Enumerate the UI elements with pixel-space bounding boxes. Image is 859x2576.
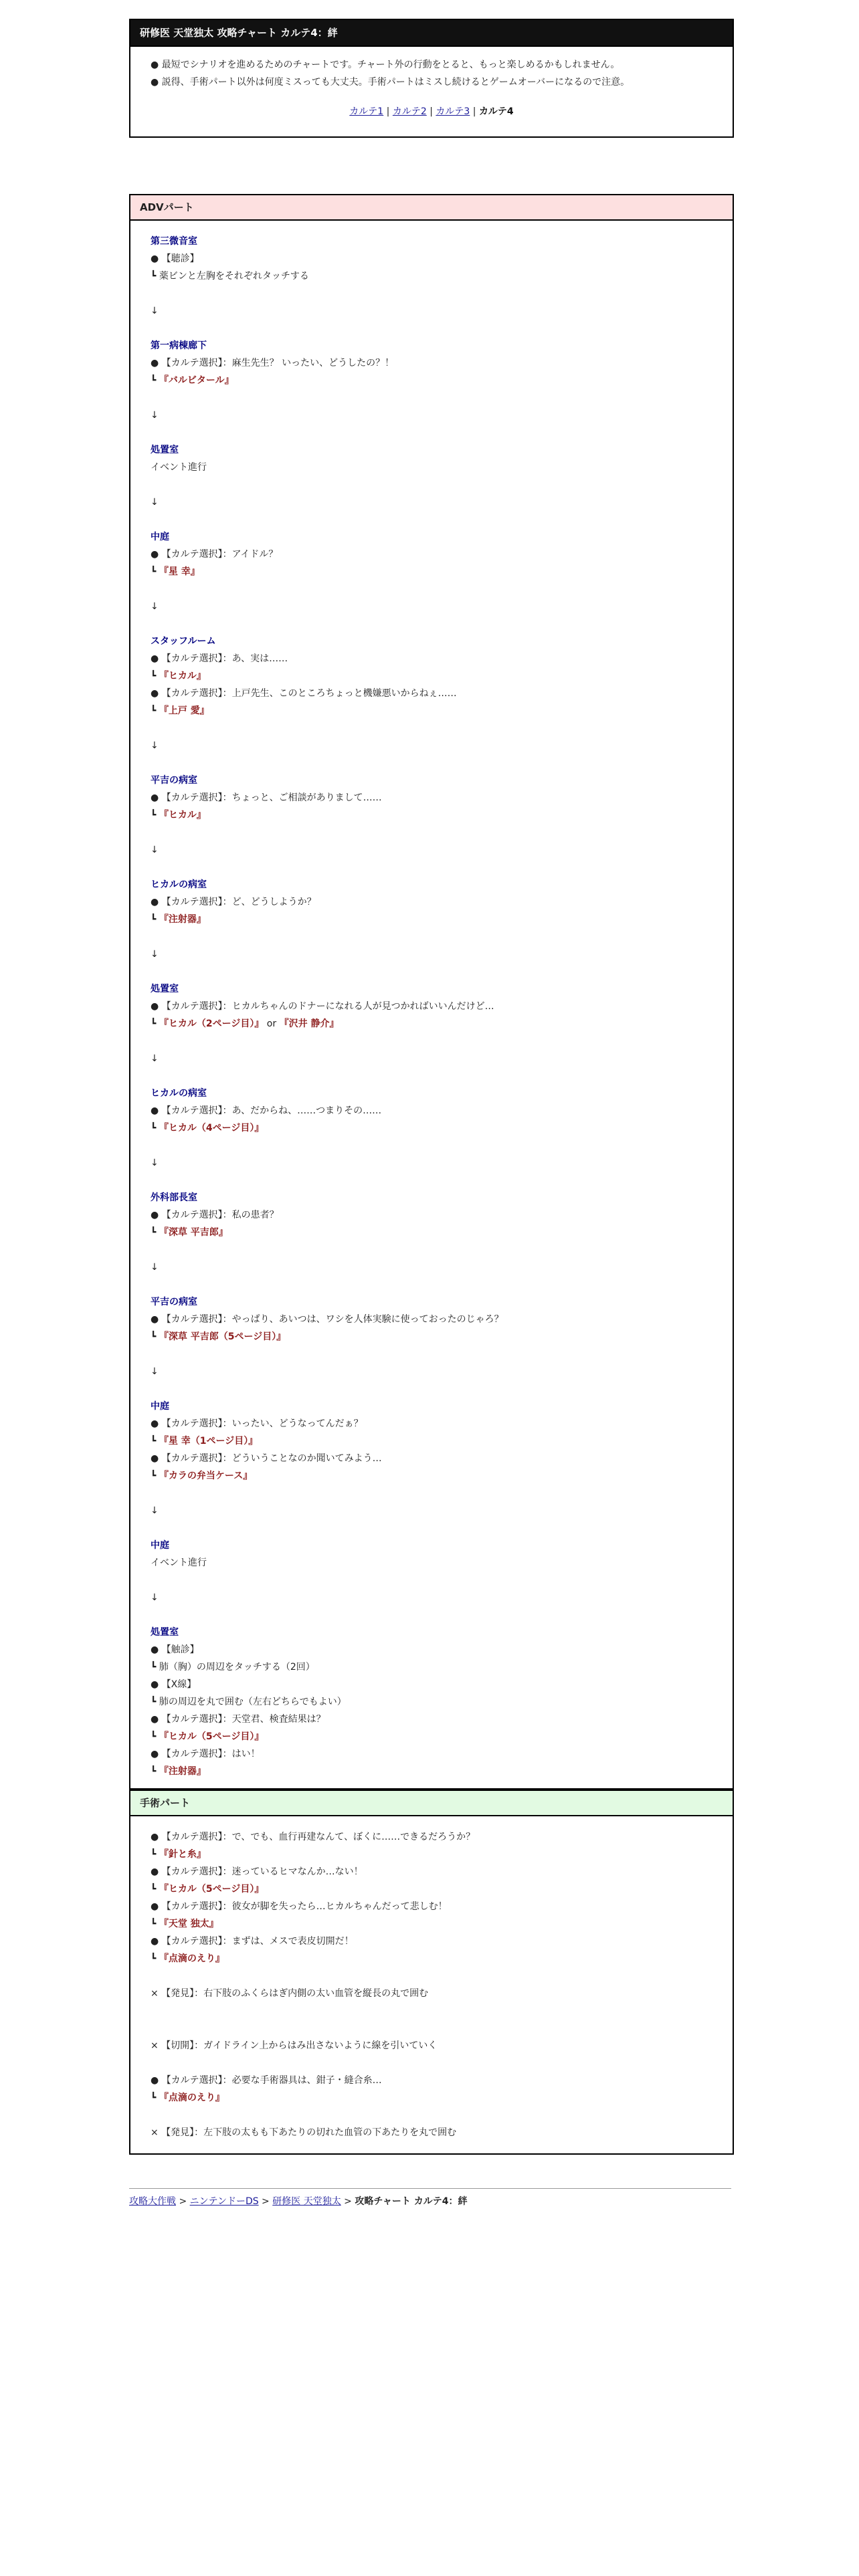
- step-block: 中庭 ● 【カルテ選択】：アイドル？ ┗ 『星 幸』: [151, 528, 712, 580]
- adv-section-title: ADVパート: [130, 195, 733, 221]
- location-heading: ヒカルの病室: [151, 1088, 207, 1099]
- location-heading: 第一病棟廊下: [151, 340, 207, 351]
- answer-pick: 『深草 平吉郎』: [159, 1227, 228, 1238]
- breadcrumb: 攻略大作戦 > ニンテンドーDS > 研修医 天堂独太 > 攻略チャート カルテ4：絆: [129, 2188, 731, 2208]
- nav-link-karte1[interactable]: カルテ1: [349, 106, 384, 117]
- answer-pick: 『上戸 愛』: [159, 706, 209, 716]
- answer-pick: 『ヒカル（2ページ目）』: [159, 1018, 264, 1029]
- answer-pick: 『星 幸（1ページ目）』: [159, 1436, 258, 1446]
- intro-box: [129, 19, 734, 138]
- down-arrow: ↓: [151, 949, 159, 960]
- answer-pick: 『針と糸』: [159, 1849, 206, 1860]
- breadcrumb-current: 攻略チャート カルテ4：絆: [355, 2196, 468, 2207]
- location-heading: 処置室: [151, 984, 179, 994]
- down-arrow: ↓: [151, 601, 159, 612]
- down-arrow: ↓: [151, 497, 159, 508]
- nav-link-karte2[interactable]: カルテ2: [392, 106, 427, 117]
- step-block: ヒカルの病室 ● 【カルテ選択】：ど、どうしようか？ ┗ 『注射器』: [151, 876, 712, 928]
- nav-link-karte3[interactable]: カルテ3: [436, 106, 470, 117]
- answer-pick: 『天堂 独太』: [159, 1919, 219, 1929]
- adv-section: [129, 194, 734, 1790]
- step-block: 中庭 イベント進行: [151, 1537, 712, 1572]
- answer-pick: 『ヒカル（5ページ目）』: [159, 1731, 264, 1742]
- down-arrow: ↓: [151, 410, 159, 421]
- page-title: 研修医 天堂独太 攻略チャート カルテ4：絆: [130, 20, 733, 47]
- down-arrow: ↓: [151, 740, 159, 751]
- location-heading: 外科部長室: [151, 1192, 197, 1203]
- down-arrow: ↓: [151, 1592, 159, 1603]
- surgery-section-title: 手術パート: [130, 1791, 733, 1816]
- down-arrow: ↓: [151, 1158, 159, 1168]
- down-arrow: ↓: [151, 845, 159, 855]
- step-block: 処置室 ● 【触診】 ┗ 肺（胸）の周辺をタッチする（2回） ● 【X線】 ┗ 肺の周辺を丸で囲む（左右どちらでもよい） ● 【カルテ選択】：天堂君、検査結果は？ ┗ 『ヒカル（5ページ目）』 ● 【カルテ選択】：はい！ ┗ 『注射器』: [151, 1624, 712, 1780]
- location-heading: スタッフルーム: [151, 636, 216, 647]
- step-block: ヒカルの病室 ● 【カルテ選択】：あ、だからね、……つまりその…… ┗ 『ヒカル（4ページ目）』: [151, 1085, 712, 1137]
- location-heading: 中庭: [151, 1540, 169, 1551]
- location-heading: ヒカルの病室: [151, 879, 207, 890]
- intro-content: [130, 47, 733, 136]
- step-block: 平吉の病室 ● 【カルテ選択】：やっぱり、あいつは、ワシを人体実験に使っておったのじゃろ？ ┗ 『深草 平吉郎（5ページ目）』: [151, 1293, 712, 1346]
- location-heading: 平吉の病室: [151, 775, 197, 786]
- step-block: 処置室 イベント進行: [151, 441, 712, 476]
- answer-pick: 『星 幸』: [159, 566, 200, 577]
- intro-line: ● 最短でシナリオを進めるためのチャートです。チャート外の行動をとると、もっと楽しめるかもしれません。: [151, 60, 620, 70]
- step-block: 第三微音室 ● 【聴診】 ┗ 薬ビンと左胸をそれぞれタッチする: [151, 233, 712, 285]
- breadcrumb-link-game[interactable]: 研修医 天堂独太: [272, 2196, 341, 2207]
- answer-pick: 『深草 平吉郎（5ページ目）』: [159, 1331, 286, 1342]
- down-arrow: ↓: [151, 1053, 159, 1064]
- surgery-step: × 【発見】：右下肢のふくらはぎ内側の太い血管を縦長の丸で囲む: [151, 1988, 429, 1999]
- answer-pick: 『ヒカル』: [159, 810, 206, 821]
- answer-pick: 『ヒカル（5ページ目）』: [159, 1884, 264, 1895]
- location-heading: 処置室: [151, 1627, 179, 1638]
- karte-nav: カルテ1 | カルテ2 | カルテ3 | カルテ4: [349, 106, 514, 117]
- answer-pick: 『ヒカル（4ページ目）』: [159, 1123, 264, 1134]
- step-block: 第一病棟廊下 ● 【カルテ選択】：麻生先生？ いったい、どうしたの？！ ┗ 『バルビタール』: [151, 337, 712, 389]
- step-block: 処置室 ● 【カルテ選択】：ヒカルちゃんのドナーになれる人が見つかればいいんだけど… ┗ 『ヒカル（2ページ目）』 or 『沢井 静介』: [151, 980, 712, 1033]
- location-heading: 中庭: [151, 1401, 169, 1412]
- step-block: 中庭 ● 【カルテ選択】：いったい、どうなってんだぁ？ ┗ 『星 幸（1ページ目）』 ● 【カルテ選択】：どういうことなのか聞いてみよう… ┗ 『カラの弁当ケース』: [151, 1398, 712, 1485]
- down-arrow: ↓: [151, 1505, 159, 1516]
- answer-pick: 『カラの弁当ケース』: [159, 1471, 253, 1481]
- breadcrumb-link-home[interactable]: 攻略大作戦: [129, 2196, 176, 2207]
- answer-pick: 『沢井 静介』: [279, 1018, 339, 1029]
- answer-pick: 『注射器』: [159, 1766, 206, 1777]
- down-arrow: ↓: [151, 1262, 159, 1273]
- step-block: 外科部長室 ● 【カルテ選択】：私の患者？ ┗ 『深草 平吉郎』: [151, 1189, 712, 1241]
- intro-line: ● 説得、手術パート以外は何度ミスっても大丈夫。手術パートはミスし続けるとゲームオーバーになるので注意。: [151, 77, 630, 88]
- step-block: 平吉の病室 ● 【カルテ選択】：ちょっと、ご相談がありまして…… ┗ 『ヒカル』: [151, 772, 712, 824]
- answer-pick: 『点滴のえり』: [159, 2092, 225, 2103]
- answer-pick: 『注射器』: [159, 914, 206, 925]
- breadcrumb-link-ds[interactable]: ニンテンドーDS: [189, 2196, 259, 2207]
- surgery-step: × 【発見】：左下肢の太もも下あたりの切れた血管の下あたりを丸で囲む: [151, 2127, 457, 2138]
- answer-pick: 『点滴のえり』: [159, 1953, 225, 1964]
- step-block: スタッフルーム ● 【カルテ選択】：あ、実は…… ┗ 『ヒカル』 ● 【カルテ選択】：上戸先生、このところちょっと機嫌悪いからねぇ…… ┗ 『上戸 愛』: [151, 633, 712, 720]
- surgery-section: [129, 1790, 734, 2155]
- answer-pick: 『バルビタール』: [159, 375, 234, 386]
- surgery-step: × 【切開】：ガイドライン上からはみ出さないように線を引いていく: [151, 2040, 438, 2051]
- down-arrow: ↓: [151, 1366, 159, 1377]
- surgery-content: ● 【カルテ選択】：で、でも、血行再建なんて、ぼくに……できるだろうか？ ┗ 『針と糸』 ● 【カルテ選択】：迷っているヒマなんか…ない！ ┗ 『ヒカル（5ページ目）』 ● 【カルテ選択】：彼女が脚を失ったら…ヒカルちゃんだって悲しむ！ ┗ 『天堂 独太』 ● 【カルテ選択】：まずは、メスで表皮切開だ！ ┗ 『点滴のえり』 × 【発見】：右下肢のふくらはぎ内側の太い血管を縦長の丸で囲む × 【切開】：ガイドライン上からはみ出さないように線を引いていく ● 【カルテ選択】：必要な手術器具は、鉗子・縫合糸… ┗ 『点滴のえり』 × 【発見】：左下肢の太もも下あたりの切れた血管の下あたりを丸で囲む: [130, 1816, 733, 2153]
- location-heading: 第三微音室: [151, 236, 197, 247]
- adv-content: [130, 221, 733, 1788]
- down-arrow: ↓: [151, 306, 159, 316]
- location-heading: 中庭: [151, 532, 169, 542]
- nav-current-karte4: カルテ4: [478, 106, 514, 117]
- answer-pick: 『ヒカル』: [159, 671, 206, 681]
- location-heading: 処置室: [151, 445, 179, 455]
- location-heading: 平吉の病室: [151, 1297, 197, 1307]
